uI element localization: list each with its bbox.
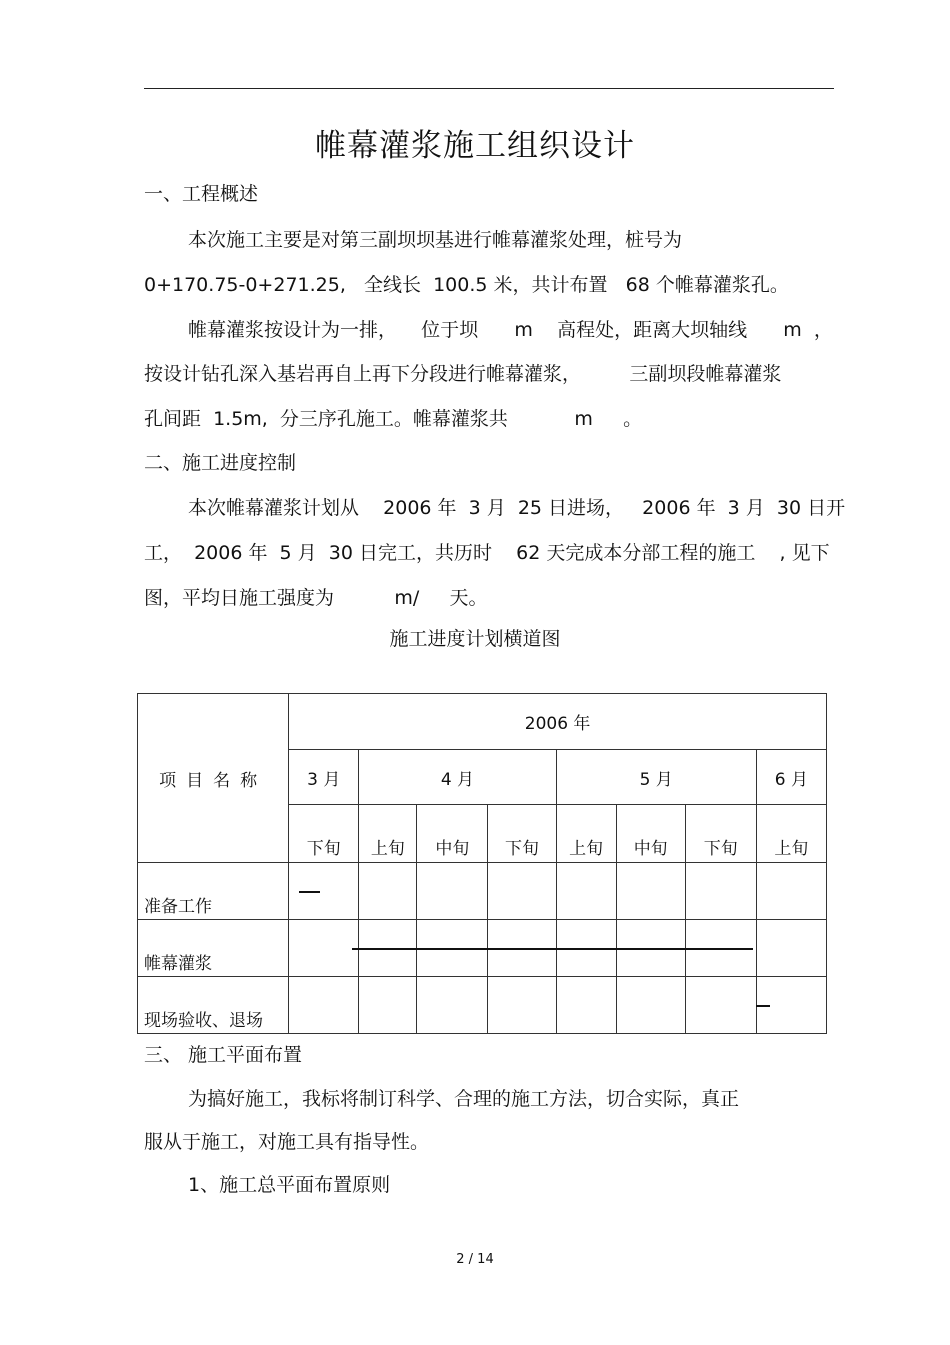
task-name: 帷幕灌浆 (138, 920, 289, 977)
period-header: 上旬 (359, 805, 417, 863)
paragraph-line: 服从于施工，对施工具有指导性。 (144, 1131, 430, 1153)
gantt-cell (417, 863, 488, 920)
gantt-cell (488, 863, 556, 920)
gantt-cell (359, 977, 417, 1034)
header-rule (144, 88, 834, 89)
document-title: 帷幕灌浆施工组织设计 (315, 128, 635, 164)
gantt-cell (616, 863, 685, 920)
year-header: 2006 年 (289, 694, 827, 750)
period-header: 下旬 (289, 805, 359, 863)
gantt-table (137, 693, 827, 1034)
paragraph-line: 帷幕灌浆按设计为一排， 位于坝 m 高程处，距离大坝轴线 m ， (188, 319, 833, 341)
gantt-cell (289, 920, 359, 977)
gantt-cell (756, 920, 826, 977)
period-header: 下旬 (685, 805, 756, 863)
gantt-cell (756, 863, 826, 920)
paragraph-line: 0+170.75-0+271.25, 全线长 100.5 米，共计布置 68 个帷幕灌浆孔。 (144, 274, 789, 296)
task-name: 现场验收、退场 (138, 977, 289, 1034)
gantt-cell (556, 977, 616, 1034)
paragraph-line: 本次施工主要是对第三副坝坝基进行帷幕灌浆处理，桩号为 (188, 229, 683, 251)
period-header: 上旬 (756, 805, 826, 863)
period-header: 中旬 (616, 805, 685, 863)
period-header: 中旬 (417, 805, 488, 863)
gantt-cell (616, 977, 685, 1034)
task-name: 准备工作 (138, 863, 289, 920)
section-heading: 三、 施工平面布置 (144, 1044, 303, 1066)
gantt-cell (289, 977, 359, 1034)
paragraph-line: 孔间距 1.5m, 分三序孔施工。帷幕灌浆共 m 。 (144, 408, 643, 430)
period-header: 下旬 (488, 805, 556, 863)
gantt-cell (556, 863, 616, 920)
page-number: 2 / 14 (456, 1252, 494, 1267)
section-heading: 一、工程概述 (144, 183, 259, 205)
project-name-header: 项目名称 (138, 694, 289, 863)
paragraph-line: 按设计钻孔深入基岩再自上再下分段进行帷幕灌浆， 三副坝段帷幕灌浆 (144, 363, 782, 385)
period-header: 上旬 (556, 805, 616, 863)
gantt-cell (685, 863, 756, 920)
month-header: 3 月 (289, 750, 359, 805)
chart-caption: 施工进度计划横道图 (389, 628, 561, 650)
section-heading: 二、施工进度控制 (144, 452, 297, 474)
gantt-cell (359, 863, 417, 920)
sub-heading: 1、施工总平面布置原则 (188, 1174, 391, 1196)
gantt-cell (417, 977, 488, 1034)
paragraph-line: 工， 2006 年 5 月 30 日完工，共历时 62 天完成本分部工程的施工 , 见下 (144, 542, 830, 564)
paragraph-line: 本次帷幕灌浆计划从 2006 年 3 月 25 日进场， 2006 年 3 月 30 日开 (188, 497, 846, 519)
paragraph-line: 为搞好施工，我标将制订科学、合理的施工方法，切合实际，真正 (188, 1088, 740, 1110)
gantt-cell (488, 977, 556, 1034)
month-header: 6 月 (756, 750, 826, 805)
gantt-cell (685, 977, 756, 1034)
paragraph-line: 图，平均日施工强度为 m/ 天。 (144, 587, 488, 609)
month-header: 4 月 (359, 750, 556, 805)
gantt-bar (756, 1005, 770, 1007)
gantt-bar (299, 891, 320, 893)
gantt-bar (352, 948, 753, 950)
month-header: 5 月 (556, 750, 756, 805)
